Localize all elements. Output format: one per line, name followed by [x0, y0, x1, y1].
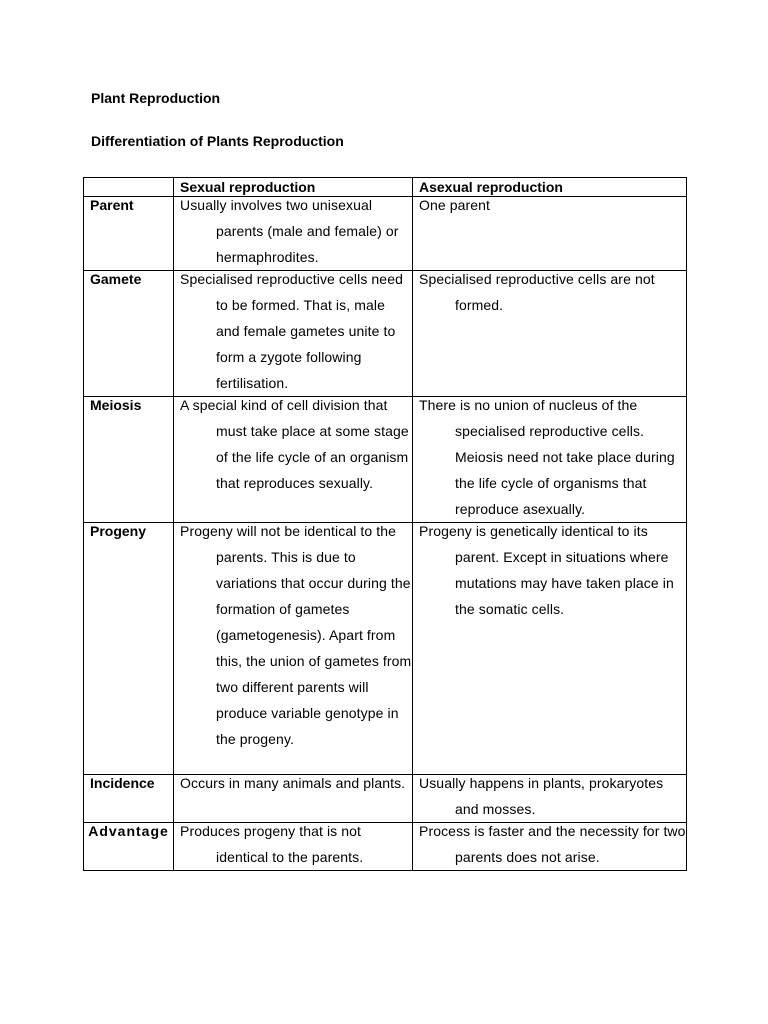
cell-text: A special kind of cell division that must take place at some stage of the life cycle of an organism that reproduces sexually. — [180, 397, 409, 491]
header-asexual: Asexual reproduction — [413, 178, 687, 197]
reproduction-comparison-table — [83, 177, 687, 871]
table-row-progeny — [84, 523, 687, 775]
row-label-gamete — [84, 271, 174, 397]
cell-sexual-incidence — [174, 775, 413, 823]
cell-asexual-progeny — [413, 523, 687, 775]
cell-sexual-gamete — [174, 271, 413, 397]
row-label-text: Advantage — [88, 823, 169, 839]
row-label-advantage — [84, 823, 174, 871]
table-row-meiosis — [84, 397, 687, 523]
cell-sexual-parent — [174, 197, 413, 271]
document-subtitle: Differentiation of Plants Reproduction — [91, 133, 344, 149]
cell-text: Usually happens in plants, prokaryotes and mosses. — [419, 775, 664, 817]
row-label-text: Incidence — [90, 775, 155, 791]
cell-text: Occurs in many animals and plants. — [180, 775, 406, 791]
header-sexual: Sexual reproduction — [174, 178, 413, 197]
cell-text: Progeny is genetically identical to its parent. Except in situations where mutations may have taken place in the somatic cells. — [419, 523, 674, 617]
table-row-incidence — [84, 775, 687, 823]
row-label-text: Gamete — [90, 271, 142, 287]
cell-sexual-advantage — [174, 823, 413, 871]
cell-text: Process is faster and the necessity for two parents does not arise. — [419, 823, 686, 865]
row-label-parent — [84, 197, 174, 271]
document-title: Plant Reproduction — [91, 90, 221, 106]
table-row-parent — [84, 197, 687, 271]
cell-text: Specialised reproductive cells need to be formed. That is, male and female gametes unite to form a zygote following fertilisation. — [180, 271, 403, 391]
cell-asexual-advantage — [413, 823, 687, 871]
cell-text: One parent — [419, 197, 491, 213]
cell-text: There is no union of nucleus of the specialised reproductive cells. Meiosis need not take place during the life cycle of organisms that reproduce asexually. — [419, 397, 675, 517]
cell-sexual-progeny — [174, 523, 413, 775]
row-label-meiosis — [84, 397, 174, 523]
cell-sexual-meiosis — [174, 397, 413, 523]
row-label-text: Parent — [90, 197, 134, 213]
row-label-incidence — [84, 775, 174, 823]
cell-text: Specialised reproductive cells are not formed. — [419, 271, 655, 313]
cell-text: Produces progeny that is not identical to the parents. — [180, 823, 364, 865]
cell-asexual-incidence — [413, 775, 687, 823]
row-label-text: Meiosis — [90, 397, 142, 413]
cell-asexual-parent — [413, 197, 687, 271]
cell-asexual-meiosis — [413, 397, 687, 523]
row-label-text: Progeny — [90, 523, 147, 539]
cell-asexual-gamete — [413, 271, 687, 397]
cell-text: Usually involves two unisexual parents (male and female) or hermaphrodites. — [180, 197, 399, 265]
table-row-gamete — [84, 271, 687, 397]
cell-text: Progeny will not be identical to the parents. This is due to variations that occur during the formation of gametes (gametogenesis). Apart from this, the union of gametes from two different parents will produce variable genotype in the progeny. — [180, 523, 412, 747]
row-label-progeny — [84, 523, 174, 775]
table-row-advantage — [84, 823, 687, 871]
